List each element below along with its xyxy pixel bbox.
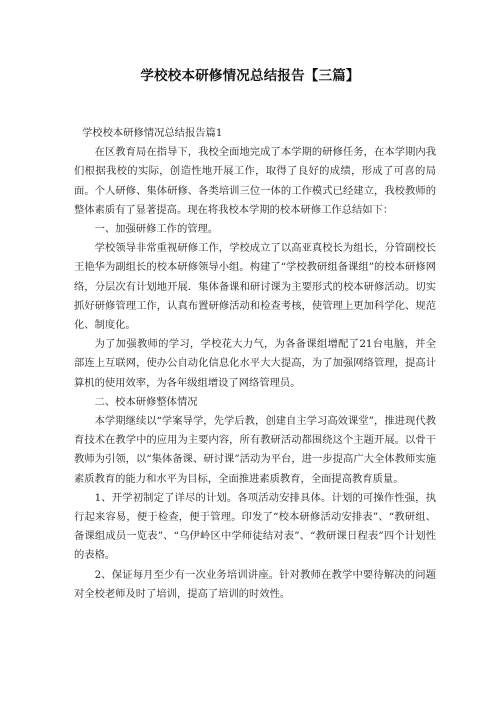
section-heading-overview: 二、校本研修整体情况 [94, 395, 198, 408]
document-body [74, 124, 436, 604]
intro-paragraph: 在区教育局在指导下，我校全面地完成了本学期的研修任务，在本学期内我们根据我校的实际，创造性地开展工作，取得了良好的成绩，形成了可喜的局面。个人研修、集体研修、各类培训三位一体的工作模式已经建立，我校教师的整体素质有了显著提高。现在将我校本学期的校本研修工作总结如下： [74, 146, 436, 216]
management-paragraph: 学校领导非常重视研修工作，学校成立了以高亚真校长为组长，分管副校长王艳华为副组长的校本研修领导小组。构建了“学校教研组备课组”的校本研修网络，分层次有计划地开展．集体备课和研讨课为主要形式的校本研修活动。切实抓好研修管理工作，认真布置研修活动和检查考核，使管理上更加科学化、规范化、制度化。 [74, 242, 436, 332]
document-title: 学校校本研修情况总结报告【三篇】 [140, 68, 360, 84]
section-heading-management: 一、加强研修工作的管理。 [94, 223, 219, 236]
training-paragraph: 2、保证每月至少有一次业务培训讲座。针对教师在教学中要待解决的问题对全校老师及时了培训，提高了培训的时效性。 [74, 568, 436, 600]
overview-paragraph: 本学期继续以“学案导学，先学后教，创建自主学习高效课堂”，推进现代教育技术在教学中的应用为主要内容，所有教研活动都围绕这个主题开展。以骨干教师为引领，以“集体备课、研讨课”活动为平台，进一步提高广大全体教师实施素质教育的能力和水平为目标，全面推进素质教育，全面提高教育质量。 [74, 415, 436, 485]
section-subtitle: 学校校本研修情况总结报告篇1 [82, 127, 223, 139]
computer-paragraph: 为了加强教师的学习，学校花大力气，为各备课组增配了21台电脑，并全部连上互联网，使办公自动化信息化水平大大提高，为了加强网络管理，提高计算机的使用效率，为各年级组增设了网络管理员。 [74, 338, 436, 389]
plan-paragraph: 1、开学初制定了详尽的计划。各项活动安排具体。计划的可操作性强，执行起来容易，便于检查，便于管理。印发了“校本研修活动安排表”、“教研组、备课组成员一览表”、“乌伊岭区中学师徒结对表”、“教研课日程表”四个计划性的表格。 [74, 491, 436, 562]
